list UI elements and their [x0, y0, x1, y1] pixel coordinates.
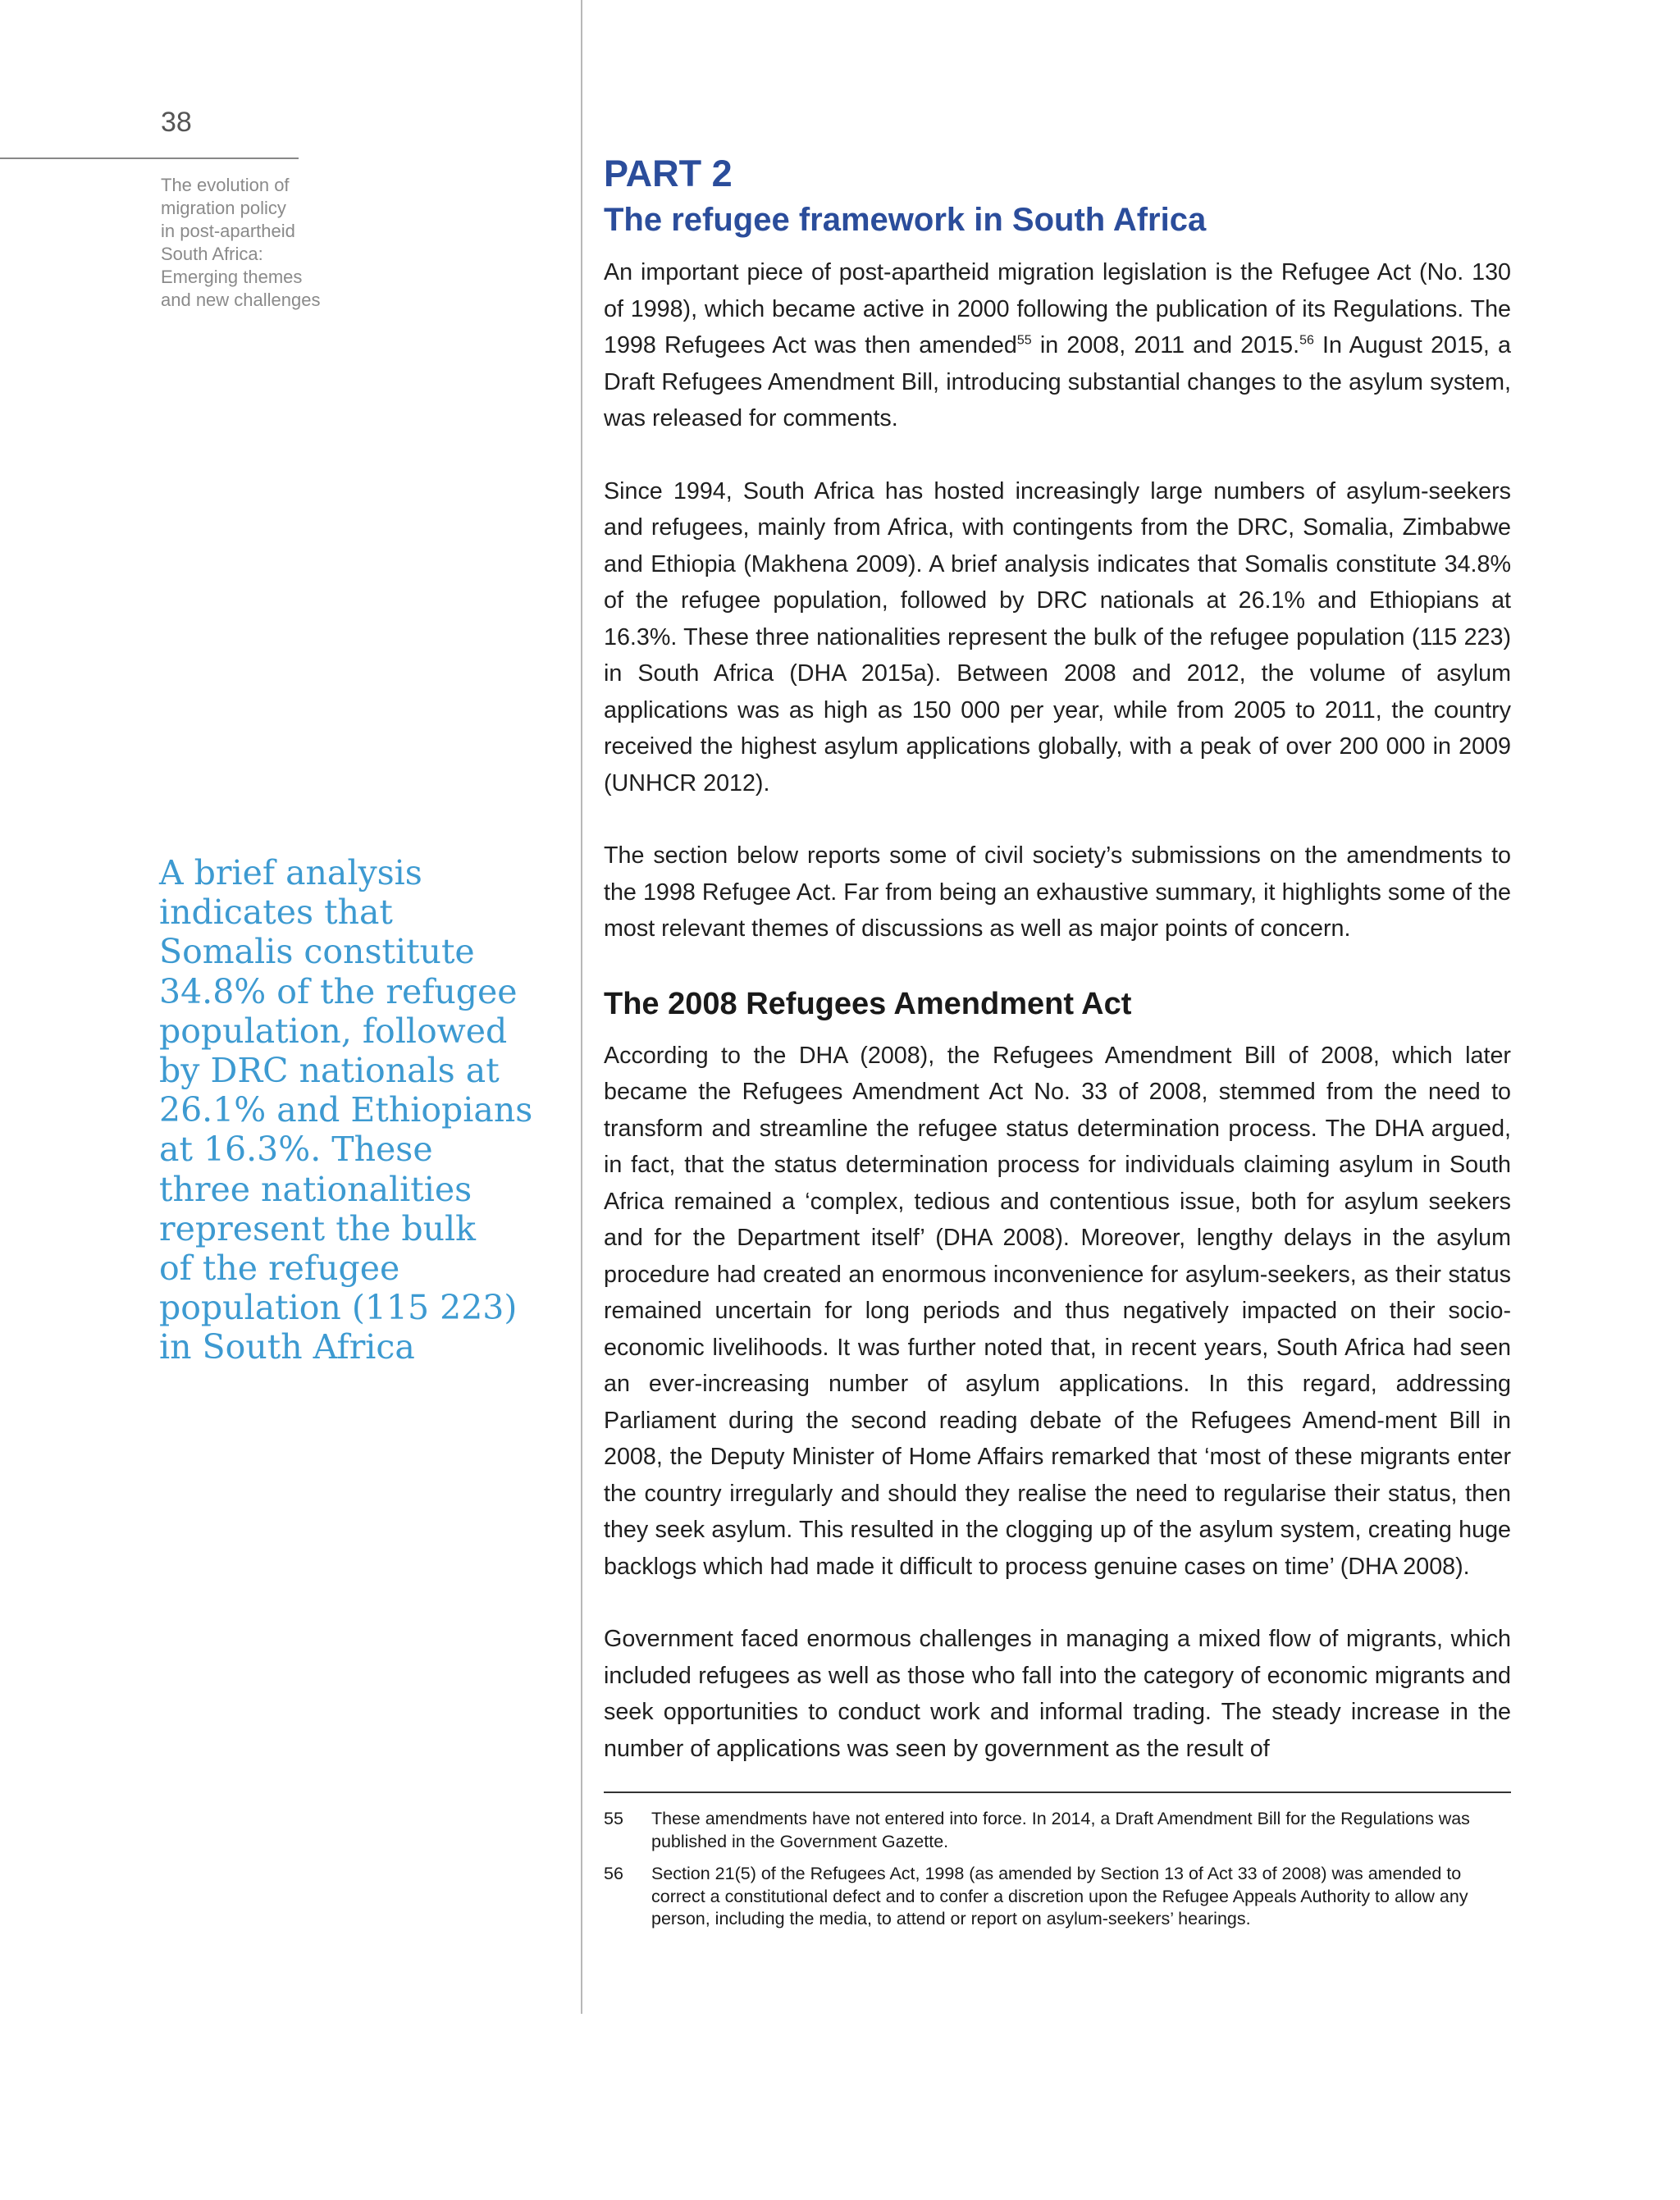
- pull-quote-line: of the refugee: [159, 1248, 400, 1289]
- paragraph-text: In August 2015, a Draft Refugees Amendment Bill, introducing substantial changes to the asylum system, was released for comments.: [604, 332, 1512, 431]
- paragraph-dha-2008: According to the DHA (2008), the Refugees Amendment Bill of 2008, which later became the Refugees Amendment Act No. 33 of 2008, stemmed from the need to transform and streamline the refugee status determination process. The DHA argued, in fact, that the status determination process for individuals claiming asylum in South Africa remained a ‘complex, tedious and contentious issue, both for asylum seekers and for the Department itself’ (DHA 2008). Moreover, lengthy delays in the asylum procedure had created an enormous inconvenience for asylum-seekers, as their status remained uncertain for long periods and thus negatively impacted on their socio-economic livelihoods. It was further noted that, in recent years, South Africa had seen an ever-increasing number of asylum applications. In this regard, addressing Parliament during the second reading debate of the Refugees Amend-ment Bill in 2008, the Deputy Minister of Home Affairs remarked that ‘most of these migrants enter the country irregularly and should they realise the need to regularise their status, then they seek asylum. This resulted in the clogging up of the asylum system, creating huge backlogs which had made it difficult to process genuine cases on time’ (DHA 2008).: [604, 1042, 1511, 1580]
- running-title-line: South Africa:: [161, 244, 263, 264]
- footnote-55: [604, 1808, 1511, 1853]
- footnote-text: Section 21(5) of the Refugees Act, 1998 (as amended by Section 13 of Act 33 of 2008) was amended to correct a constitutional defect and to confer a discretion upon the Refugee Appeals Authority to allow any person, including the media, to attend or report on asylum-seekers’ hearings.: [651, 1864, 1468, 1928]
- paragraph-intro: [604, 254, 1511, 437]
- running-title-line: in post-apartheid: [161, 221, 295, 241]
- running-title-line: The evolution of: [161, 175, 290, 195]
- pull-quote-line: 26.1% and Ethiopians: [159, 1090, 533, 1130]
- paragraph-since-1994: Since 1994, South Africa has hosted increasingly large numbers of asylum-seekers and refugees, mainly from Africa, with contingents from the DRC, Somalia, Zimbabwe and Ethiopia (Makhena 2009). A brief analysis indicates that Somalis constitute 34.8% of the refugee population, followed by DRC nationals at 26.1% and Ethiopians at 16.3%. These three nationalities represent the bulk of the refugee population (115 223) in South Africa (DHA 2015a). Between 2008 and 2012, the volume of asylum applications was as high as 150 000 per year, while from 2005 to 2011, the country received the highest asylum applications globally, with a peak of over 200 000 in 2009 (UNHCR 2012).: [604, 477, 1511, 796]
- column-divider: [581, 0, 582, 2014]
- paragraph-government-challenges: Government faced enormous challenges in managing a mixed flow of migrants, which included refugees as well as those who fall into the category of economic migrants and seek opportunities to conduct work and informal trading. The steady increase in the number of applications was seen by government as the result of: [604, 1626, 1511, 1762]
- paragraph-text: An important piece of post-apartheid migration legislation is the Refugee Act (No. 130 of 1998), which became active in 2000 following the publication of its Regulations. The 1998 Refugees Act was then amended: [604, 259, 1511, 358]
- running-title: [161, 174, 374, 312]
- page-number: 38: [161, 107, 192, 138]
- pull-quote-line: 34.8% of the refugee: [159, 971, 518, 1011]
- footnote-ref-55[interactable]: 55: [1016, 333, 1032, 348]
- running-title-line: and new challenges: [161, 290, 321, 310]
- running-title-line: Emerging themes: [161, 267, 303, 287]
- side-divider-rule: [0, 157, 299, 159]
- pull-quote-line: Somalis constitute: [159, 932, 475, 972]
- main-column: [604, 149, 1511, 1941]
- footnote-rule: [604, 1791, 1511, 1793]
- pull-quote-line: by DRC nationals at: [159, 1051, 500, 1091]
- footnote-text: These amendments have not entered into force. In 2014, a Draft Amendment Bill for the Regulations was published in the Government Gazette.: [651, 1809, 1470, 1851]
- paragraph-text: in 2008, 2011 and 2015.: [1031, 332, 1300, 358]
- footnote-number: 55: [604, 1809, 623, 1828]
- footnote-ref-56[interactable]: 56: [1299, 333, 1314, 348]
- section-title: The refugee framework in South Africa: [604, 202, 1207, 238]
- pull-quote-line: in South Africa: [159, 1327, 415, 1367]
- paragraph-section-below: The section below reports some of civil society’s submissions on the amendments to the 1998 Refugee Act. Far from being an exhaustive summary, it highlights some of the most relevant themes of discussions as well as major points of concern.: [604, 842, 1511, 942]
- running-title-line: migration policy: [161, 198, 286, 218]
- pull-quote-line: at 16.3%. These: [159, 1130, 433, 1170]
- footnote-number: 56: [604, 1864, 623, 1883]
- pull-quote-line: represent the bulk: [159, 1208, 476, 1248]
- pull-quote-line: A brief analysis: [159, 853, 422, 892]
- pull-quote: [159, 853, 536, 1367]
- pull-quote-line: population (115 223): [159, 1288, 518, 1328]
- part-label: PART 2: [604, 153, 733, 194]
- pull-quote-line: indicates that: [159, 892, 393, 933]
- subheading-2008-act: The 2008 Refugees Amendment Act: [604, 986, 1132, 1021]
- pull-quote-line: three nationalities: [159, 1169, 472, 1209]
- pull-quote-line: population, followed: [159, 1011, 508, 1051]
- footnote-56: [604, 1863, 1511, 1931]
